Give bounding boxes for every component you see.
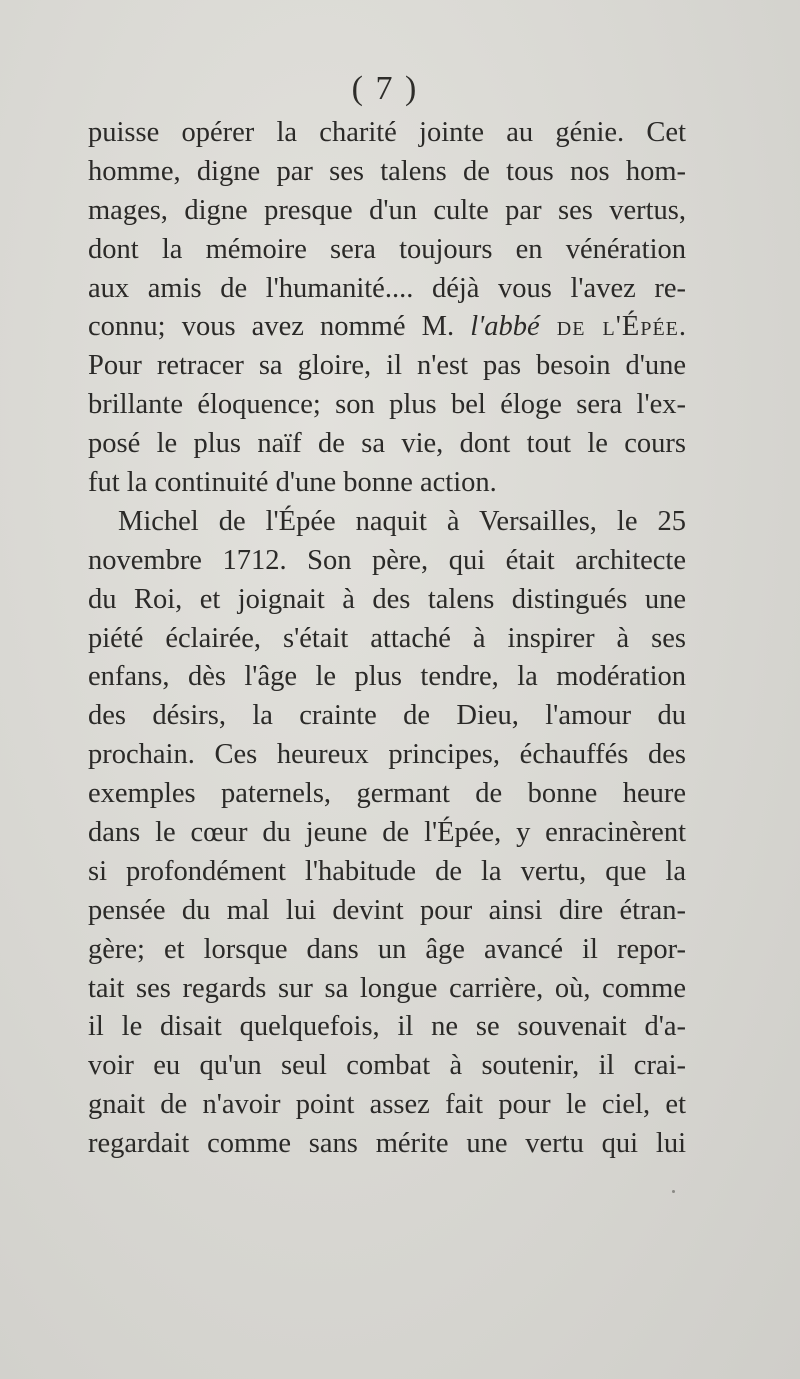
page-number: ( 7 ) bbox=[351, 70, 419, 107]
text-line: prochain. Ces heureux principes, échauffés des bbox=[88, 739, 686, 771]
text-line: novembre 1712. Son père, qui était architecte bbox=[88, 544, 686, 576]
body-text bbox=[88, 114, 686, 1164]
text-line: Michel de l'Épée naquit à Versailles, le 25 bbox=[118, 505, 686, 537]
text-line: dont la mémoire sera toujours en vénération bbox=[88, 233, 686, 265]
text-line: tait ses regards sur sa longue carrière, où, comme bbox=[88, 972, 686, 1004]
text-line: exemples paternels, germant de bonne heure bbox=[88, 778, 686, 810]
text-line: voir eu qu'un seul combat à soutenir, il crai- bbox=[88, 1050, 686, 1082]
text-line: gère; et lorsque dans un âge avancé il repor- bbox=[88, 933, 686, 965]
text-line: pensée du mal lui devint pour ainsi dire étran- bbox=[88, 894, 686, 926]
text-run: connu; vous avez nommé M. bbox=[88, 311, 471, 343]
text-line: regardait comme sans mérite une vertu qui lui bbox=[88, 1128, 686, 1160]
paper-speck bbox=[672, 1190, 675, 1193]
text-line: Pour retracer sa gloire, il n'est pas besoin d'une bbox=[88, 350, 686, 382]
text-line: des désirs, la crainte de Dieu, l'amour du bbox=[88, 700, 686, 732]
text-line: puisse opérer la charité jointe au génie. Cet bbox=[88, 117, 686, 148]
small-caps-name: de l'Épée bbox=[539, 311, 679, 343]
text-line: gnait de n'avoir point assez fait pour le ciel, et bbox=[88, 1089, 686, 1121]
text-run: . bbox=[678, 311, 686, 343]
italic-name: l'abbé bbox=[470, 311, 540, 343]
text-line: fut la continuité d'une bonne action. bbox=[88, 467, 497, 499]
paragraph bbox=[88, 503, 686, 1164]
paragraph bbox=[88, 114, 686, 503]
text-line: piété éclairée, s'était attaché à inspirer à ses bbox=[88, 622, 686, 654]
text-line: brillante éloquence; son plus bel éloge sera l'ex- bbox=[88, 389, 686, 421]
text-line: aux amis de l'humanité.... déjà vous l'avez re- bbox=[88, 272, 686, 304]
text-line bbox=[88, 308, 686, 347]
text-line: homme, digne par ses talens de tous nos hom- bbox=[88, 155, 686, 187]
text-line: enfans, dès l'âge le plus tendre, la modération bbox=[88, 661, 686, 693]
text-line: si profondément l'habitude de la vertu, que la bbox=[88, 855, 686, 887]
text-line: mages, digne presque d'un culte par ses vertus, bbox=[88, 194, 686, 226]
text-line: dans le cœur du jeune de l'Épée, y enracinèrent bbox=[88, 817, 686, 849]
text-line: posé le plus naïf de sa vie, dont tout le cours bbox=[88, 428, 686, 460]
text-line: il le disait quelquefois, il ne se souvenait d'a- bbox=[88, 1011, 686, 1043]
text-line: du Roi, et joignait à des talens distingués une bbox=[88, 583, 686, 615]
